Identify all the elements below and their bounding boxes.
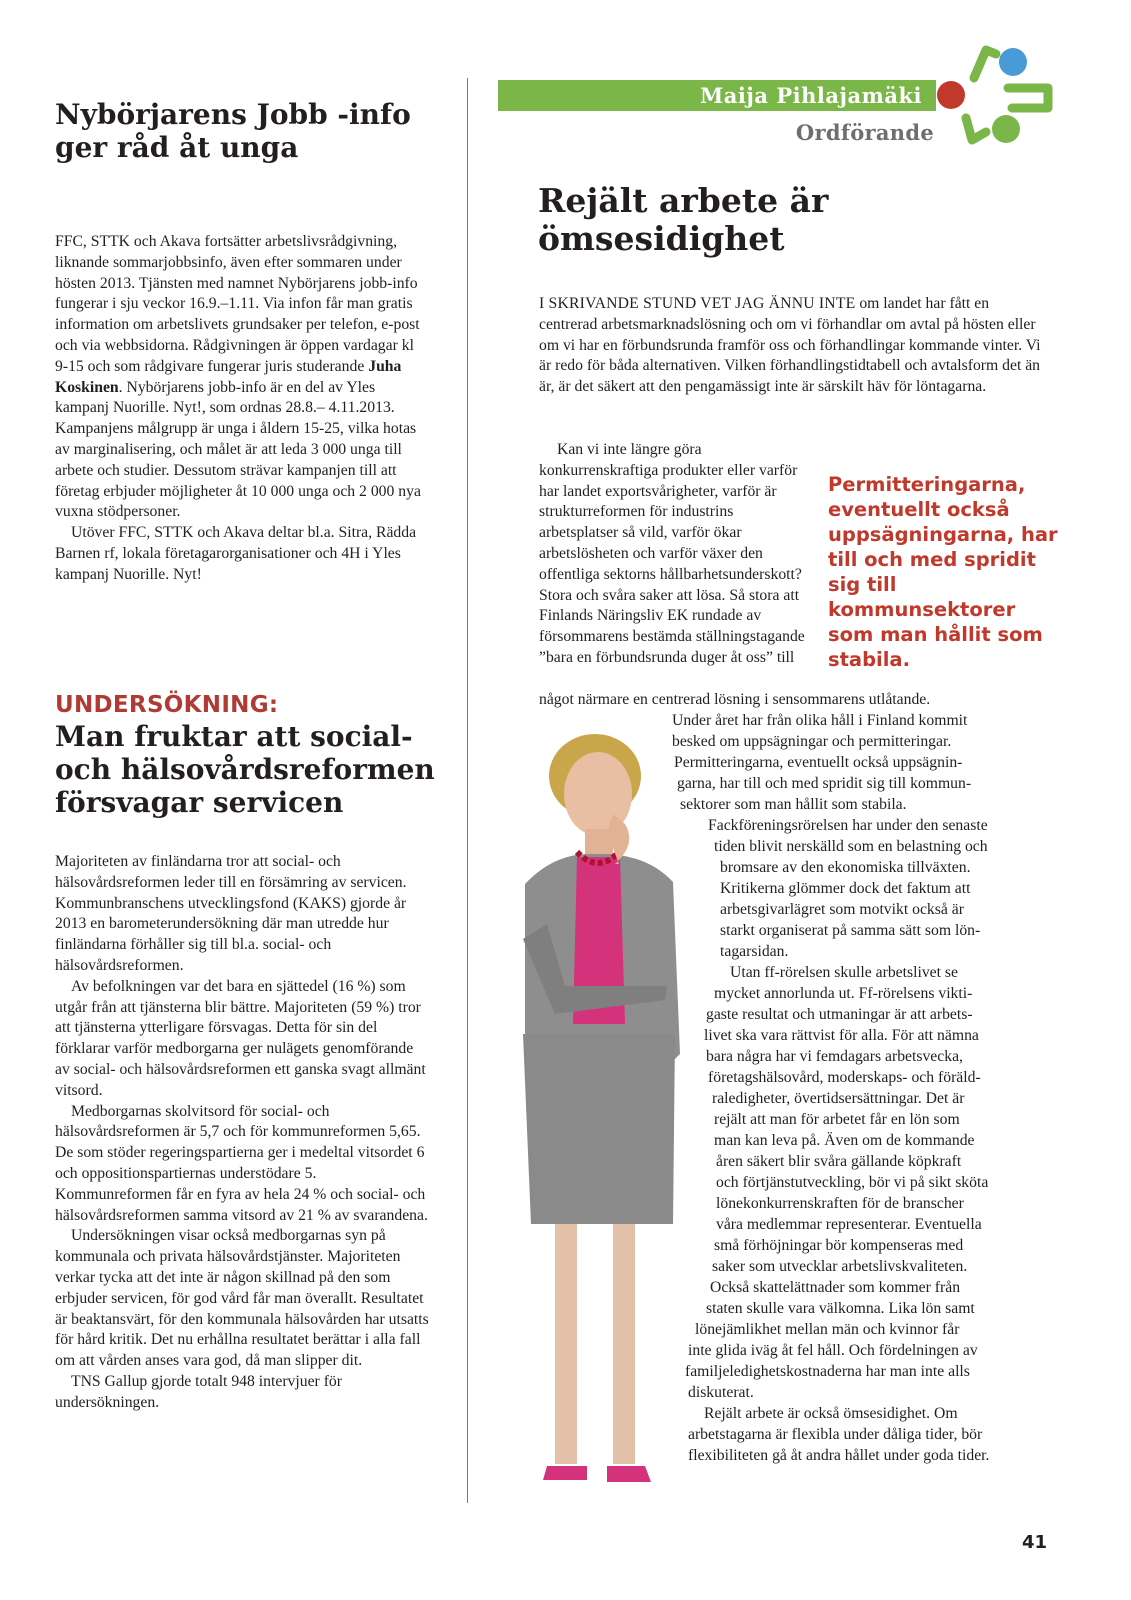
text-line: man kan leva på. Även om de kommande [714, 1132, 975, 1149]
text-line: åren säkert blir svåra gällande köpkraft [716, 1153, 962, 1170]
text-line: livet ska vara rättvist för alla. För att nämna [704, 1027, 979, 1044]
paragraph-text: . Nybörjarens jobb-info är en del av Yles kampanj Nuorille. Nyt!, som ordnas 28.8.– 4.11.2013. Kampanjens målgrupp är unga i åldern 15-25, vilka hotas av marginalisering, och målet är att leda 3 000 unga till arbete och studier. Dessutom strävar kampanjen till att företag erbjuder möjligheter åt 10 000 unga och 2 000 nya vuxna stödpersoner. [55, 378, 421, 521]
text-line: Permitteringarna, eventuellt också uppsägnin- [674, 754, 963, 771]
logo-blue-dot [999, 48, 1027, 76]
text-line: Kritikerna glömmer dock det faktum att [720, 880, 971, 897]
author-name: Maija Pihlajamäki [699, 83, 922, 108]
text-line: diskuterat. [688, 1384, 754, 1401]
text-line: tiden blivit nerskälld som en belastning och [714, 838, 988, 855]
text-line: våra medlemmar representerar. Eventuella [716, 1216, 982, 1233]
text-line: starkt organiserat på samma sätt som lön- [720, 922, 981, 939]
article-title-rejalt: Rejält arbete är ömsesidighet [538, 181, 829, 258]
text-line: små förhöjningar bör kompenseras med [714, 1237, 964, 1254]
text-line: Utan ff-rörelsen skulle arbetslivet se [730, 964, 958, 981]
text-line: Också skattelättnader som kommer från [710, 1279, 961, 1296]
text-line: lönejämlikhet mellan män och kvinnor får [695, 1321, 960, 1338]
paragraph: Utöver FFC, STTK och Akava deltar bl.a. Sitra, Rädda Barnen rf, lokala företagarorganisationer och 4H i Yles kampanj Nuorille. Nyt! [55, 524, 417, 583]
text-line: familjeledighetskostnaderna har man inte alls [685, 1363, 970, 1380]
text-line: inte glida iväg åt fel håll. Och fördelningen av [688, 1342, 978, 1359]
author-role: Ordförande [795, 120, 934, 145]
text-line: besked om uppsägningar och permitteringar. [672, 733, 952, 750]
logo-red-dot [937, 81, 965, 109]
article-title-jobb-info: Nybörjarens Jobb -info ger råd åt unga [55, 98, 411, 164]
logo-green-dot [992, 115, 1020, 143]
paragraph: Medborgarnas skolvitsord för social- och hälsovårdsreformen är 5,7 och för kommunreformen 5,65. De som stöder regeringspartierna ger i medeltal vitsordet 6 och oppositionspartiernas understödare 5. Kommunreformen får en fyra av hela 24 % och social- och hälsovårdsreformen samma vitsord av 21 % av svarandena. [55, 1102, 428, 1224]
text-line: bromsare av den ekonomiska tillväxten. [720, 859, 971, 876]
paragraph: TNS Gallup gjorde totalt 948 intervjuer för undersökningen. [55, 1372, 342, 1411]
text-line: och förtjänstutveckling, bör vi på sikt sköta [716, 1174, 989, 1191]
logo-stroke [966, 118, 986, 140]
text-line: företagshälsovård, moderskaps- och föräld- [708, 1069, 981, 1086]
logo-stroke [1008, 88, 1048, 108]
person-photo [495, 724, 710, 1514]
text-line: saker som utvecklar arbetslivskvaliteten. [712, 1258, 968, 1275]
pull-quote: Permitteringarna, eventuellt också uppsägningarna, har till och med spridit sig till kommunsektorer som man hållit som stabila. [828, 473, 1058, 671]
article-paragraph-2-tail [539, 690, 1051, 711]
text-line: Rejält arbete är också ömsesidighet. Om [704, 1405, 958, 1422]
text-line: lönekonkurrenskraften för de branscher [716, 1195, 964, 1212]
paragraph [55, 232, 430, 523]
skirt [523, 1034, 675, 1224]
text-line: Under året har från olika håll i Finland kommit [672, 712, 968, 729]
article-kicker: UNDERSÖKNING: [55, 692, 279, 718]
byline-bar [498, 80, 936, 111]
paragraph [539, 294, 1051, 398]
sttk-logo-icon [936, 40, 1066, 152]
article-body-undersokning [55, 852, 430, 1414]
article-title-undersokning: Man fruktar att social- och hälsovårdsreformen försvagar servicen [55, 720, 435, 819]
article-body-jobb-info [55, 232, 430, 586]
text-line: garna, har till och med spridit sig till kommun- [677, 775, 972, 792]
person-name: Juha Koskinen [55, 357, 402, 396]
text-line: mycket annorlunda ut. Ff-rörelsens vikti- [714, 985, 973, 1002]
text-line: sektorer som man hållit som stabila. [680, 796, 907, 813]
lead-caps: I SKRIVANDE STUND VET JAG ÄNNU INTE [539, 295, 856, 312]
text-line: rejält att man för arbetet får en lön som [714, 1111, 960, 1128]
column-divider [467, 78, 468, 1503]
text-line: Fackföreningsrörelsen har under den senaste [708, 817, 988, 834]
paragraph: Majoriteten av finländarna tror att social- och hälsovårdsreformen leder till en försämring av servicen. Kommunbranschens utvecklingsfond (KAKS) gjorde år 2013 en barometerundersökning där man utredde hur finländarna förhåller sig till bl.a. social- och hälsovårdsreformen. [55, 853, 407, 974]
text-line: bara några har vi femdagars arbetsvecka, [706, 1048, 963, 1065]
text-line: tagarsidan. [720, 943, 789, 960]
page-number: 41 [1022, 1532, 1048, 1553]
text-line: flexibiliteten gå åt andra hållet under goda tider. [688, 1447, 990, 1464]
logo-stroke [974, 50, 996, 78]
paragraph-text: FFC, STTK och Akava fortsätter arbetslivsrådgivning, liknande sommarjobbsinfo, även efter sommaren under hösten 2013. Tjänsten med namnet Nybörjarens jobb-info fungerar i sju veckor 16.9.–1.11. Via infon får man gratis information om arbetslivets grundsaker per telefon, e-post och via webbsidorna. Rådgivningen är öppen vardagar kl 9-15 och som rådgivare fungerar juris studerande [55, 233, 420, 375]
paragraph: Av befolkningen var det bara en sjättedel (16 %) som utgår från att tjänsterna blir bättre. Majoriteten (59 %) tror att tjänsterna ytterligare försvagas. Detta för sin del förklarar varför medborgarna ger nulägets genomförande av social- och hälsovårdsreformen ett ganska svagt allmänt vitsord. [55, 977, 426, 1099]
article-paragraph-2 [539, 440, 811, 669]
shoe [543, 1466, 587, 1480]
paragraph: Kan vi inte längre göra konkurrenskraftiga produkter eller varför har landet exportsvårigheter, varför är strukturreformen för industrins arbetsplatser så vild, varför ökar arbetslösheten och varför växer den offentliga sektorns hållbarhetsunderskott? Stora och svåra saker att lösa. Så stora att Finlands Näringsliv EK rundade av försommarens bestämda ställningstagande ”bara en förbundsrunda duger åt oss” till [539, 441, 805, 666]
paragraph: Undersökningen visar också medborgarnas syn på kommunala och privata hälsovårdstjänster. Majoriteten verkar tycka att det inte är någon skillnad på den som erbjuder servicen, för god vård får man överallt. Resultatet är beaktansvärt, för den kommunala hälsovården har utsatts för hård kritik. Det nu erhållna resultatet berättar i alla fall om att vården anses vara god, då man slipper dit. [55, 1227, 429, 1370]
text-line: arbetsgivarlägret som motvikt också är [720, 901, 964, 918]
article-lead-paragraph [539, 294, 1051, 398]
leg [555, 1224, 577, 1464]
text-line: raledigheter, övertidsersättningar. Det är [712, 1090, 965, 1107]
leg [613, 1224, 635, 1464]
text-line: arbetstagarna är flexibla under dåliga tider, bör [688, 1426, 983, 1443]
shoe [607, 1466, 651, 1482]
text-line: staten skulle vara välkomna. Lika lön samt [706, 1300, 975, 1317]
paragraph: något närmare en centrerad lösning i sensommarens utlåtande. [539, 691, 931, 708]
paragraph-text: om landet har fått en centrerad arbetsmarknadslösning och om vi förhandlar om avtal på hösten eller om vi har en förbundsrunda framför oss och förhandlingar kommande vinter. Vi är redo för båda alternativen. Vilken förhandlingstidtabell och avtalsform det än är, är det säkert att den pengamässigt inte är särskilt häv för löntagarna. [539, 295, 1041, 396]
text-line: gaste resultat och utmaningar är att arbets- [706, 1006, 973, 1023]
